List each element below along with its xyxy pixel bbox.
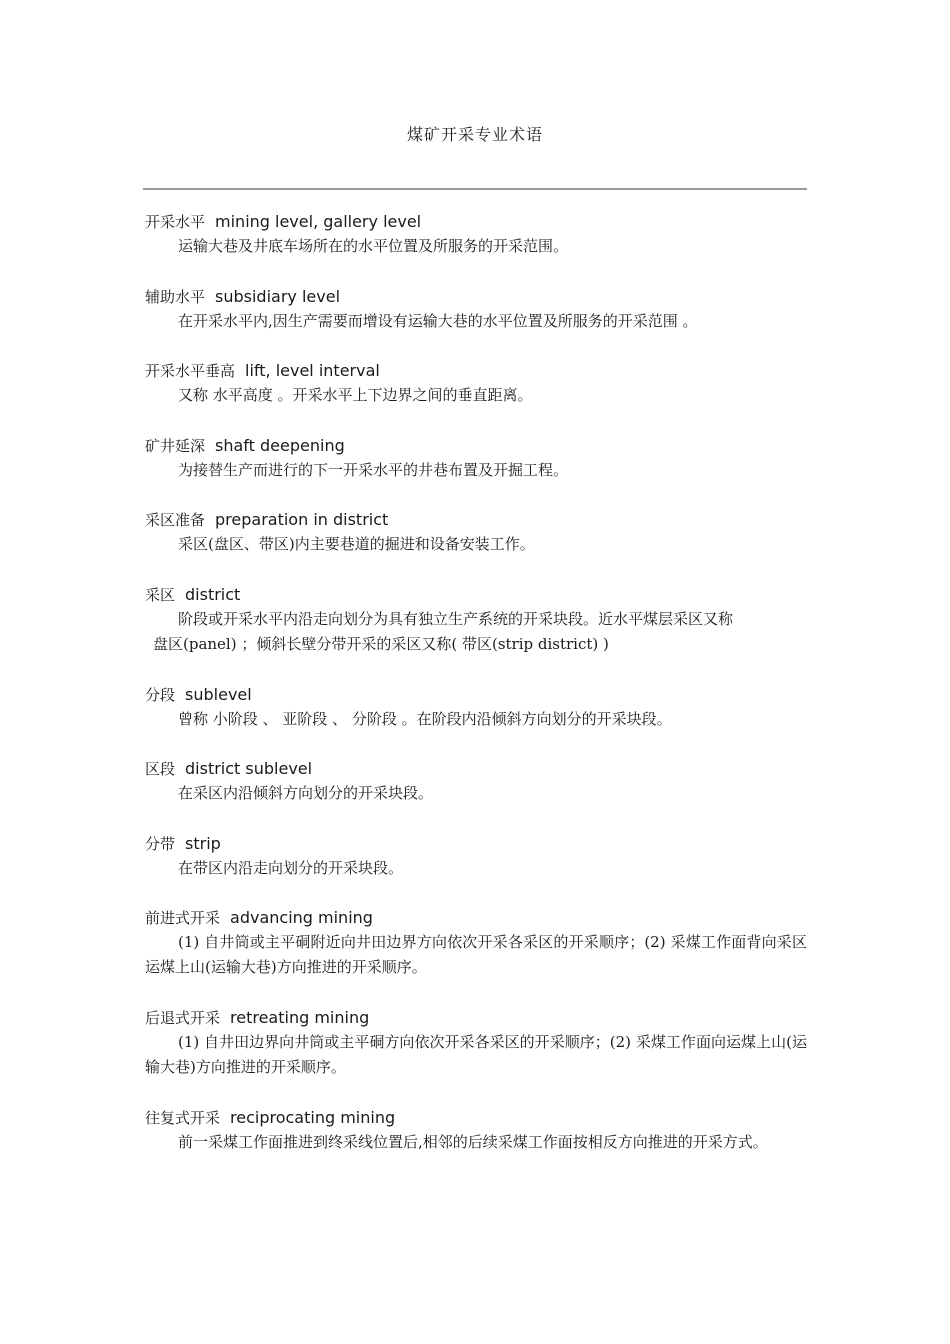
term-definition: 在带区内沿走向划分的开采块段。: [178, 858, 404, 877]
term-chinese: 分段: [145, 685, 176, 704]
term-heading: [145, 683, 807, 707]
term-entry: [145, 508, 807, 583]
term-chinese: 开采水平垂高: [145, 362, 236, 381]
title-divider: [143, 188, 807, 190]
term-entry: [145, 906, 807, 1006]
term-heading: [145, 359, 807, 383]
term-definition-line: 盘区(panel) ；倾斜长壁分带开采的采区又称( 带区(strip district) ): [153, 634, 609, 653]
term-heading: [145, 434, 807, 458]
term-heading: [145, 1006, 807, 1030]
term-heading: [145, 508, 807, 532]
term-definition: 曾称 小阶段 、 亚阶段 、 分阶段 。在阶段内沿倾斜方向划分的开采块段。: [178, 709, 672, 728]
term-heading: [145, 832, 807, 856]
term-english: shaft deepening: [215, 435, 345, 455]
term-chinese: 前进式开采: [145, 909, 221, 928]
term-definition: 为接替生产而进行的下一开采水平的井巷布置及开掘工程。: [178, 460, 569, 479]
term-entry: [145, 1106, 807, 1206]
term-chinese: 分带: [145, 834, 176, 853]
term-english: district: [185, 584, 241, 604]
term-heading: [145, 1106, 807, 1130]
term-chinese: 开采水平: [145, 213, 206, 231]
term-entry: [145, 210, 807, 285]
term-entry: [145, 583, 807, 683]
term-definition: 运输大巷及井底车场所在的水平位置及所服务的开采范围。: [178, 237, 569, 255]
term-english: strip: [185, 833, 221, 853]
term-chinese: 往复式开采: [145, 1108, 221, 1127]
term-chinese: 矿井延深: [145, 436, 206, 455]
term-chinese: 采区准备: [145, 511, 206, 530]
term-entry: [145, 359, 807, 434]
term-entry: [145, 434, 807, 509]
term-list: [145, 210, 807, 1205]
term-definition: 前一采煤工作面推进到终采线位置后,相邻的后续采煤工作面按相反方向推进的开采方式。: [178, 1132, 768, 1151]
term-english: sublevel: [185, 684, 252, 704]
term-english: advancing mining: [230, 908, 373, 928]
term-english: district sublevel: [185, 759, 313, 779]
term-english: lift, level interval: [245, 361, 380, 381]
term-english: retreating mining: [230, 1007, 370, 1027]
term-heading: [145, 583, 807, 607]
term-definition: (1) 自井田边界向井筒或主平硐方向依次开采各采区的开采顺序；(2) 采煤工作面向运煤上山(运输大巷)方向推进的开采顺序。: [145, 1032, 807, 1076]
term-definition: 采区(盘区、带区)内主要巷道的掘进和设备安装工作。: [178, 535, 535, 554]
term-entry: [145, 683, 807, 758]
term-definition: 在采区内沿倾斜方向划分的开采块段。: [178, 784, 434, 803]
term-heading: [145, 757, 807, 781]
term-definition: [145, 607, 807, 657]
term-entry: [145, 757, 807, 832]
term-english: reciprocating mining: [230, 1107, 396, 1127]
term-definition-line: 阶段或开采水平内沿走向划分为具有独立生产系统的开采块段。近水平煤层采区又称: [178, 609, 734, 628]
page-title: 煤矿开采专业术语: [406, 125, 543, 144]
term-entry: [145, 1006, 807, 1106]
term-chinese: 采区: [145, 585, 176, 604]
term-heading: [145, 906, 807, 930]
term-heading: [145, 285, 807, 309]
term-chinese: 辅助水平: [145, 287, 206, 306]
term-entry: [145, 285, 807, 360]
term-definition: 又称 水平高度 。开采水平上下边界之间的垂直距离。: [178, 386, 533, 405]
term-english: mining level, gallery level: [215, 212, 422, 231]
term-definition: 在开采水平内,因生产需要而增设有运输大巷的水平位置及所服务的开采范围 。: [178, 311, 698, 330]
term-english: subsidiary level: [215, 286, 341, 306]
term-heading: [145, 210, 807, 234]
term-english: preparation in district: [215, 510, 389, 530]
term-entry: [145, 832, 807, 907]
term-definition: (1) 自井筒或主平硐附近向井田边界方向依次开采各采区的开采顺序；(2) 采煤工作面背向采区运煤上山(运输大巷)方向推进的开采顺序。: [145, 933, 807, 977]
term-chinese: 区段: [145, 760, 176, 779]
term-chinese: 后退式开采: [145, 1008, 221, 1027]
